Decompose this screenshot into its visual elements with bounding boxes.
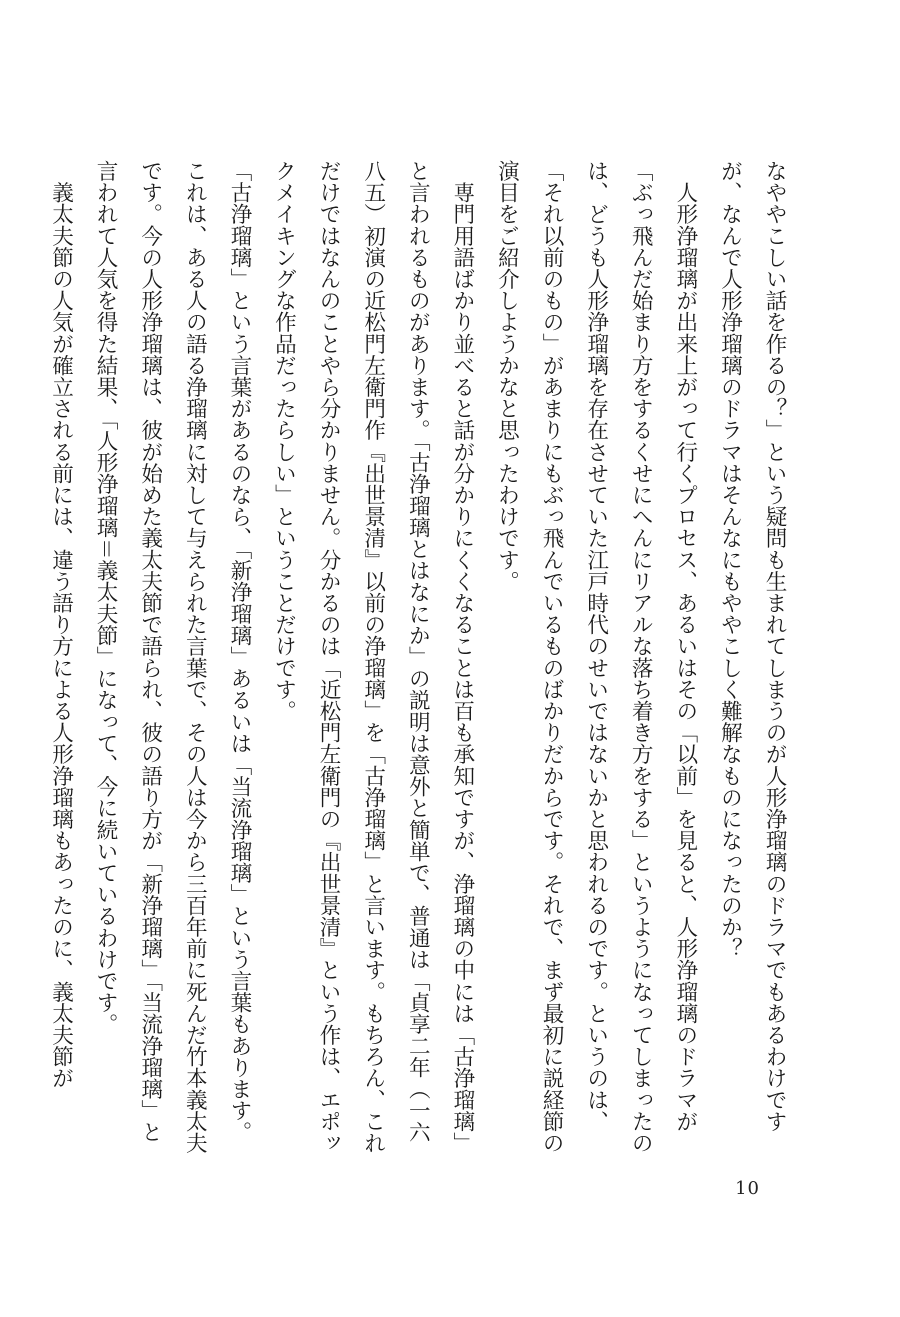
paragraph-3: 専門用語ばかり並べると話が分かりにくくなることは百も承知ですが、浄瑠璃の中には「古浄瑠璃」と言われるものがあります。「古浄瑠璃とはなにか」の説明は意外と簡単で、普通は「貞享二年（一六八五）初演の近松門左衛門作『出世景清』以前の浄瑠璃」を「古浄瑠璃」と言います。もちろん、これだけではなんのことやら分かりません。分かるのは「近松門左衛門の『出世景清』という作は、エポックメイキングな作品だったらしい」ということだけです。 bbox=[271, 160, 475, 1154]
paragraph-1: なややこしい話を作るの？」という疑問も生まれてしまうのが人形浄瑠璃のドラマでもあるわけですが、なんで人形浄瑠璃のドラマはそんなにもややこしく難解なものになったのか？ bbox=[717, 160, 787, 1132]
page-number: 10 bbox=[735, 1178, 760, 1199]
paragraph-2: 人形浄瑠璃が出来上がって行くプロセス、あるいはその「以前」を見ると、人形浄瑠璃のドラマが「ぶっ飛んだ始まり方をするくせにへんにリアルな落ち着き方をする」というようになってしまったのは、どうも人形浄瑠璃を存在させていた江戸時代のせいではないかと思われるのです。というのは、「それ以前のもの」があまりにもぶっ飛んでいるものばかりだからです。それで、まず最初に説経節の演目をご紹介しようかなと思ったわけです。 bbox=[494, 160, 698, 1154]
paragraph-5: 義太夫節の人気が確立される前には、違う語り方による人形浄瑠璃もあったのに、義太夫節が bbox=[48, 160, 74, 1089]
vertical-text-body bbox=[48, 160, 796, 1160]
paragraph-4: 「古浄瑠璃」という言葉があるのなら、「新浄瑠璃」あるいは「当流浄瑠璃」という言葉もあります。これは、ある人の語る浄瑠璃に対して与えられた言葉で、その人は今から三百年前に死んだ竹本義太夫です。今の人形浄瑠璃は、彼が始めた義太夫節で語られ、彼の語り方が「新浄瑠璃」「当流浄瑠璃」と言われて人気を得た結果、「人形浄瑠璃＝義太夫節」になって、今に続いているわけです。 bbox=[93, 160, 252, 1154]
